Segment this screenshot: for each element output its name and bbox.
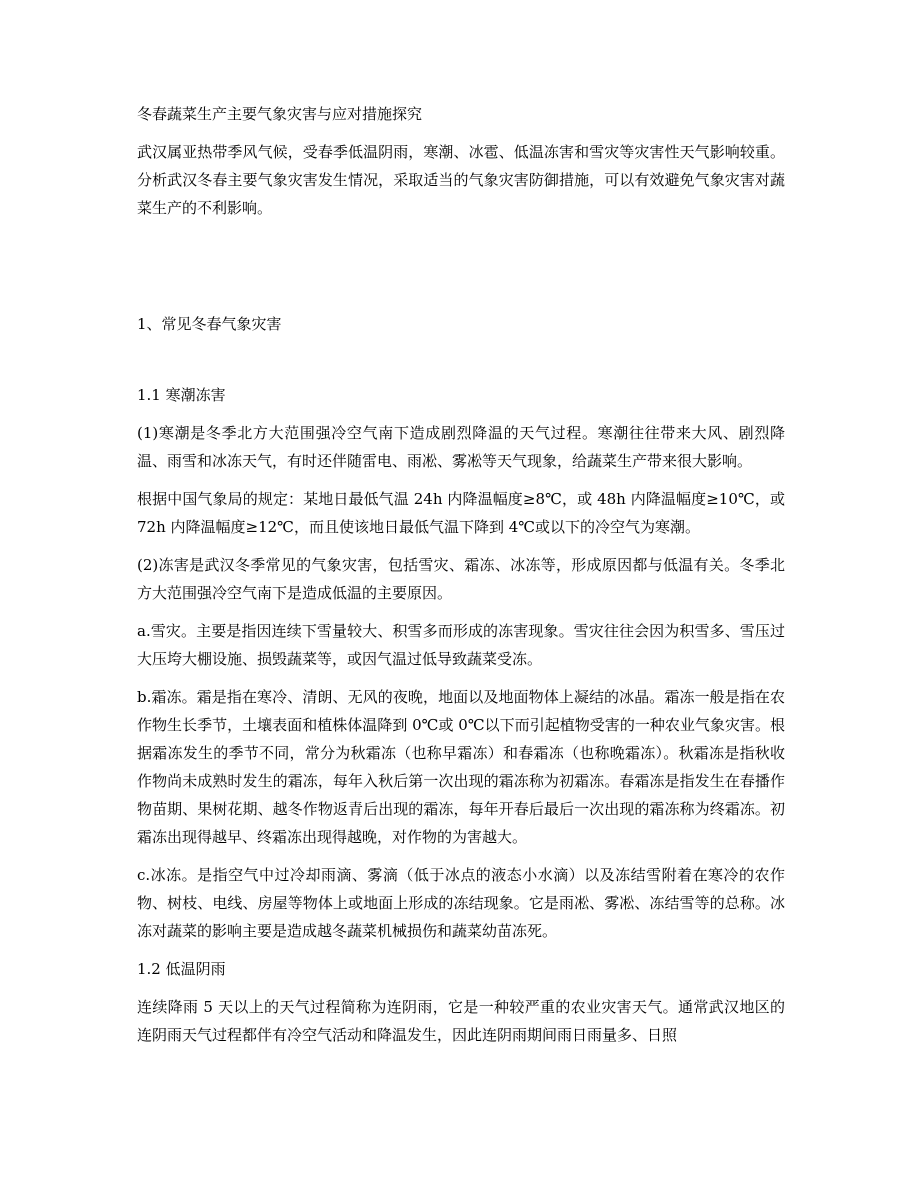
section-1-2-heading: 1.2 低温阴雨 — [137, 960, 226, 978]
continuous-rain-paragraph: 连续降雨 5 天以上的天气过程简称为连阴雨，它是一种较严重的农业灾害天气。通常武汉地区的连阴雨天气过程都伴有冷空气活动和降温发生，因此连阴雨期间雨日雨量多、日照 — [137, 998, 785, 1044]
cold-wave-definition-paragraph: 根据中国气象局的规定：某地日最低气温 24h 内降温幅度≥8℃，或 48h 内降温幅度≥10℃，或 72h 内降温幅度≥12℃，而且使该地日最低气温下降到 4℃或以下的冷空气为寒潮。 — [137, 490, 785, 536]
snow-disaster-paragraph: a.雪灾。主要是指因连续下雪量较大、积雪多而形成的冻害现象。雪灾往往会因为积雪多、雪压过大压垮大棚设施、损毁蔬菜等，或因气温过低导致蔬菜受冻。 — [137, 622, 785, 668]
cold-wave-paragraph: (1)寒潮是冬季北方大范围强冷空气南下造成剧烈降温的天气过程。寒潮往往带来大风、剧烈降温、雨雪和冰冻天气，有时还伴随雷电、雨凇、雾凇等天气现象，给蔬菜生产带来很大影响。 — [137, 424, 785, 470]
ice-freeze-paragraph: c.冰冻。是指空气中过冷却雨滴、雾滴（低于冰点的液态小水滴）以及冻结雪附着在寒冷的农作物、树枝、电线、房屋等物体上或地面上形成的冻结现象。它是雨凇、雾凇、冻结雪等的总称。冰冻对蔬菜的影响主要是造成越冬蔬菜机械损伤和蔬菜幼苗冻死。 — [137, 866, 785, 940]
intro-paragraph: 武汉属亚热带季风气候，受春季低温阴雨，寒潮、冰雹、低温冻害和雪灾等灾害性天气影响较重。分析武汉冬春主要气象灾害发生情况，采取适当的气象灾害防御措施，可以有效避免气象灾害对蔬菜生产的不利影响。 — [137, 143, 785, 217]
document-page — [137, 100, 785, 1059]
document-title: 冬春蔬菜生产主要气象灾害与应对措施探究 — [137, 105, 423, 123]
spacer — [137, 232, 785, 310]
section-1-1-heading: 1.1 寒潮冻害 — [137, 386, 226, 404]
frost-paragraph: b.霜冻。霜是指在寒冷、清朗、无风的夜晚，地面以及地面物体上凝结的冰晶。霜冻一般是指在农作物生长季节，土壤表面和植株体温降到 0℃或 0℃以下而引起植物受害的一种农业气象灾害。根据霜冻发生的季节不同，常分为秋霜冻（也称早霜冻）和春霜冻（也称晚霜冻）。秋霜冻是指秋收作物尚未成熟时发生的霜冻，每年入秋后第一次出现的霜冻称为初霜冻。春霜冻是指发生在春播作物苗期、果树花期、越冬作物返青后出现的霜冻，每年开春后最后一次出现的霜冻称为终霜冻。初霜冻出现得越早、终霜冻出现得越晚，对作物的为害越大。 — [137, 688, 785, 846]
freeze-paragraph: (2)冻害是武汉冬季常见的气象灾害，包括雪灾、霜冻、冰冻等，形成原因都与低温有关。冬季北方大范围强冷空气南下是造成低温的主要原因。 — [137, 556, 785, 602]
spacer — [137, 348, 785, 381]
section-1-heading: 1、常见冬春气象灾害 — [137, 315, 282, 333]
